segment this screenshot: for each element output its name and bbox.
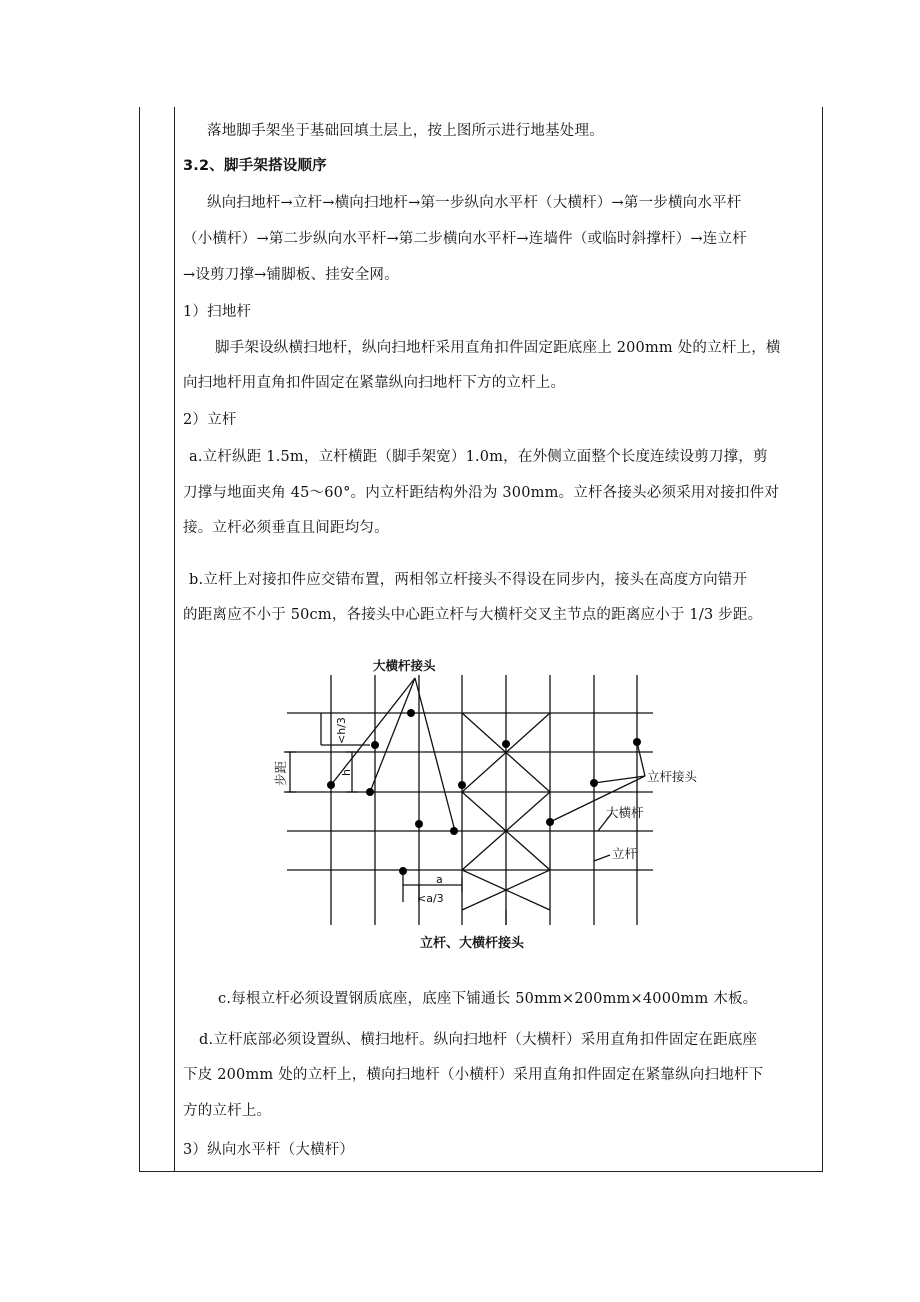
ledger-joint-dot [399, 867, 407, 875]
item2-title: 2）立杆 [183, 412, 237, 428]
item2-a-line-1: a.立杆纵距 1.5m，立杆横距（脚手架宽）1.0m，在外侧立面整个长度连续设剪刀撑，剪 [189, 449, 768, 465]
ledger-joint-dot [407, 709, 415, 717]
label-step: 步距 [273, 760, 288, 786]
ledger-joint-dot [371, 741, 379, 749]
ledger-joint-dot [458, 781, 466, 789]
label-ledger: 大横杆 [606, 805, 644, 820]
sequence-line-1: 纵向扫地杆→立杆→横向扫地杆→第一步纵向水平杆（大横杆）→第一步横向水平杆 [207, 195, 742, 211]
figure-caption: 立杆、大横杆接头 [420, 936, 525, 951]
pole-joint-dot [546, 818, 554, 826]
sequence-line-2: （小横杆）→第二步纵向水平杆→第二步横向水平杆→连墙件（或临时斜撑杆）→连立杆 [183, 231, 747, 247]
label-a: a [436, 873, 443, 886]
leader-line [637, 742, 645, 776]
section-title: 3.2、脚手架搭设顺序 [183, 158, 327, 174]
pole-joint-dot [633, 738, 641, 746]
ledger-joint-dot [450, 827, 458, 835]
pole-joint-dot [590, 779, 598, 787]
leader-line [370, 678, 415, 792]
intro-text: 落地脚手架坐于基础回填土层上，按上图所示进行地基处理。 [207, 123, 604, 139]
ledger-joint-dot [327, 781, 335, 789]
label-h3: <h/3 [335, 717, 348, 744]
item2-d-line-2: 下皮 200mm 处的立杆上，横向扫地杆（小横杆）采用直角扣件固定在紧靠纵向扫地杆下 [183, 1067, 764, 1083]
item3-title: 3）纵向水平杆（大横杆） [183, 1142, 355, 1158]
leader-line [594, 855, 610, 861]
label-pole-joint: 立杆接头 [647, 769, 698, 784]
sequence-line-3: →设剪刀撑→铺脚板、挂安全网。 [183, 267, 399, 283]
item2-a-line-2: 刀撑与地面夹角 45～60°。内立杆距结构外沿为 300mm。立杆各接头必须采用对接扣件对 [183, 485, 780, 501]
item2-d-line-1: d.立杆底部必须设置纵、横扫地杆。纵向扫地杆（大横杆）采用直角扣件固定在距底座 [199, 1032, 758, 1048]
label-h: h [340, 769, 353, 776]
leader-line [415, 678, 455, 831]
item2-a-line-3: 接。立杆必须垂直且间距均匀。 [183, 520, 389, 536]
item2-d-line-3: 方的立杆上。 [183, 1103, 272, 1119]
label-pole: 立杆 [612, 846, 638, 861]
diagram-grid [284, 675, 653, 925]
item2-b-line-2: 的距离应不小于 50cm，各接头中心距立杆与大横杆交叉主节点的距离应小于 1/3 步距。 [183, 607, 763, 623]
item1-line-1: 脚手架设纵横扫地杆，纵向扫地杆采用直角扣件固定距底座上 200mm 处的立杆上，横 [215, 340, 781, 356]
item2-b-line-1: b.立杆上对接扣件应交错布置，两相邻立杆接头不得设在同步内，接头在高度方向错开 [189, 572, 748, 588]
label-a3: <a/3 [417, 892, 444, 905]
item1-title: 1）扫地杆 [183, 304, 252, 320]
ledger-joint-dot [415, 820, 423, 828]
item1-line-2: 向扫地杆用直角扣件固定在紧靠纵向扫地杆下方的立杆上。 [183, 375, 566, 391]
label-ledger-joint: 大横杆接头 [373, 658, 436, 673]
item2-c-line: c.每根立杆必须设置钢质底座，底座下铺通长 50mm×200mm×4000mm 木板。 [218, 991, 758, 1007]
ledger-joint-dot [502, 740, 510, 748]
ledger-joint-dot [366, 788, 374, 796]
